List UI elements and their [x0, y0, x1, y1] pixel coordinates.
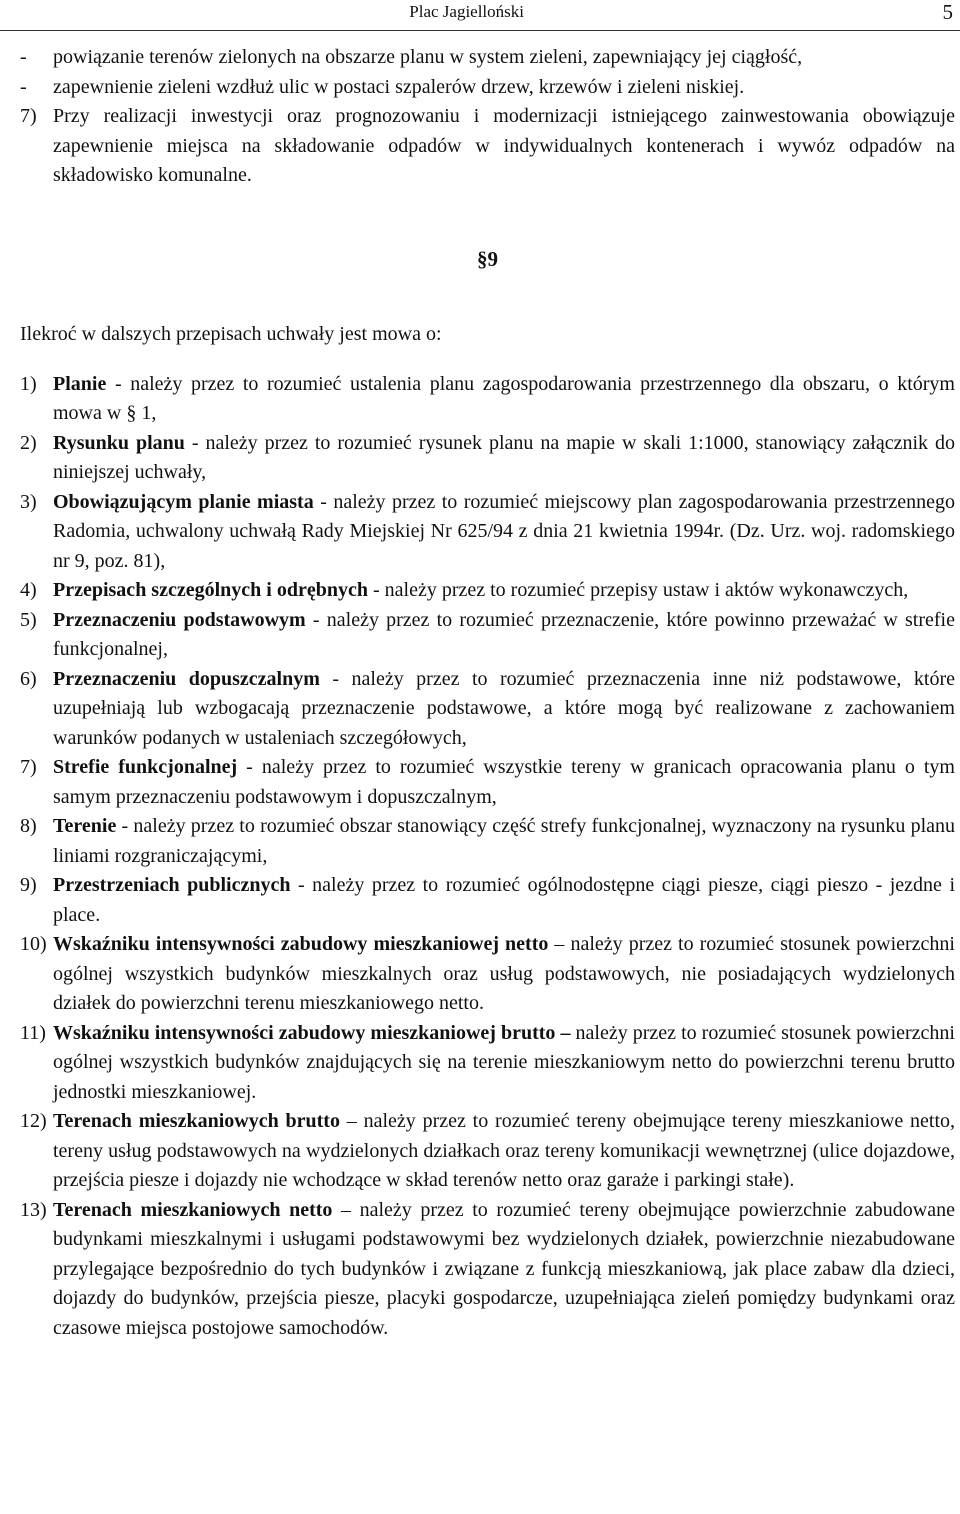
definition-item [20, 576, 955, 606]
definition-number: 4) [20, 579, 37, 601]
definition-term: Przepisach szczególnych i odrębnych [53, 579, 368, 601]
list-marker: - [20, 75, 27, 98]
section-intro: Ilekroć w dalszych przepisach uchwały jest mowa o: [20, 323, 442, 345]
definition-number: 6) [20, 667, 37, 690]
list-item [20, 73, 955, 103]
definition-number: 9) [20, 874, 37, 896]
definitions-list [20, 370, 955, 1344]
definition-number: 5) [20, 608, 37, 631]
definition-term: Przestrzeniach publicznych [53, 874, 291, 896]
definition-item [20, 871, 955, 930]
definition-body [53, 1107, 955, 1196]
definition-body [53, 753, 955, 812]
definition-body [53, 429, 955, 488]
definition-term: Wskaźniku intensywności zabudowy mieszkaniowej brutto – [53, 1021, 571, 1044]
definition-number: 12) [20, 1110, 47, 1132]
list-item-text: Przy realizacji inwestycji oraz prognozowaniu i modernizacji istniejącego zainwestowania obowiązuje zapewnienie miejsca na składowanie odpadów w indywidualnych kontenerach i wywóz odpadów na składowisko komunalne. [53, 105, 955, 186]
list-item-text: zapewnienie zieleni wzdłuż ulic w postaci szpalerów drzew, krzewów i zieleni niskiej. [53, 75, 745, 98]
definition-item [20, 665, 955, 754]
definition-text: – należy przez to rozumieć stosunek powierzchni ogólnej wszystkich budynków mieszkalnych oraz usług podstawowych, nie posiadających wydzielonych działek do powierzchni terenu mieszkaniowego netto. [53, 933, 955, 1014]
definition-body [53, 812, 955, 871]
definition-text: - należy przez to rozumieć przeznaczenie, które powinno przeważać w strefie funkcjonalnej, [53, 608, 955, 660]
definition-item [20, 1107, 955, 1196]
list-marker: 7) [20, 105, 37, 127]
definition-term: Rysunku planu [53, 431, 185, 454]
definition-term: Przeznaczeniu podstawowym [53, 608, 306, 631]
definition-number: 13) [20, 1198, 47, 1221]
definition-number: 2) [20, 431, 37, 454]
definition-text: - należy przez to rozumieć przeznaczenia inne niż podstawowe, które uzupełniają lub wzbogacają przeznaczenie podstawowe, a które mogą być realizowane z zachowaniem warunków podanych w ustaleniach szczegółowych, [53, 667, 955, 749]
definition-term: Terenach mieszkaniowych netto [53, 1198, 333, 1221]
definition-text: - należy przez to rozumieć obszar stanowiący część strefy funkcjonalnej, wyznaczony na rysunku planu liniami rozgraniczającymi, [53, 815, 955, 867]
definition-text: - należy przez to rozumieć ogólnodostępne ciągi piesze, ciągi pieszo - jezdne i place. [53, 874, 955, 926]
list-item-text: powiązanie terenów zielonych na obszarze planu w system zieleni, zapewniający jej ciągłość, [53, 46, 803, 68]
definition-body [53, 576, 955, 606]
definition-term: Wskaźniku intensywności zabudowy mieszkaniowej netto [53, 933, 549, 955]
definition-text: - należy przez to rozumieć przepisy ustaw i aktów wykonawczych, [367, 579, 909, 601]
definition-item [20, 488, 955, 577]
definition-body [53, 1019, 955, 1108]
definition-item [20, 606, 955, 665]
list-marker: - [20, 46, 27, 68]
definition-item [20, 930, 955, 1019]
page-number: 5 [942, 0, 953, 24]
definition-body [53, 606, 955, 665]
list-item [20, 102, 955, 191]
definition-number: 7) [20, 756, 37, 778]
definition-item [20, 370, 955, 429]
definition-number: 3) [20, 490, 37, 513]
definition-text: – należy przez to rozumieć tereny obejmujące powierzchnie zabudowane budynkami mieszkalnymi i usługami podstawowymi bez wydzielonych działek, powierzchnie niezabudowane przylegające bezpośrednio do tych budynków i związane z funkcją mieszkaniową, jak place zabaw dla dzieci, dojazdy do budynków, przejścia piesze, placyki gospodarcze, uzupełniająca zieleń pomiędzy budynkami oraz czasowe miejsca postojowe samochodów. [53, 1198, 956, 1339]
definition-item [20, 429, 955, 488]
definition-term: Terenie [53, 815, 117, 837]
definition-term: Planie [53, 372, 107, 395]
definition-body [53, 1196, 955, 1344]
definition-text: - należy przez to rozumieć miejscowy plan zagospodarowania przestrzennego Radomia, uchwalony uchwałą Rady Miejskiej Nr 625/94 z dnia 21 kwietnia 1994r. (Dz. Urz. woj. radomskiego nr 9, poz. 81), [53, 490, 955, 572]
top-list [20, 43, 955, 191]
definition-term: Obowiązującym planie miasta [53, 490, 314, 513]
document-title: Plac Jagielloński [409, 2, 524, 21]
definition-term: Terenach mieszkaniowych brutto [53, 1110, 340, 1132]
definition-number: 10) [20, 933, 47, 955]
definition-text: - należy przez to rozumieć rysunek planu na mapie w skali 1:1000, stanowiący załącznik do niniejszej uchwały, [53, 431, 955, 483]
definition-text: - należy przez to rozumieć wszystkie tereny w granicach opracowania planu o tym samym przeznaczeniu podstawowym i dopuszczalnym, [53, 756, 955, 808]
definition-body [53, 370, 955, 429]
definition-item [20, 753, 955, 812]
definition-number: 8) [20, 815, 37, 837]
definition-item [20, 812, 955, 871]
definition-body [53, 871, 955, 930]
definition-item [20, 1019, 955, 1108]
definition-body [53, 665, 955, 754]
definition-text: należy przez to rozumieć stosunek powierzchni ogólnej wszystkich budynków znajdujących się na terenie mieszkaniowym netto do powierzchni terenu brutto jednostki mieszkaniowej. [53, 1021, 955, 1103]
definition-body [53, 488, 955, 577]
definition-term: Strefie funkcjonalnej [53, 756, 238, 778]
definition-number: 11) [20, 1021, 46, 1044]
definition-body [53, 930, 955, 1019]
definition-text: – należy przez to rozumieć tereny obejmujące tereny mieszkaniowe netto, tereny usług podstawowych na wydzielonych działkach oraz tereny komunikacji wewnętrznej (ulice dojazdowe, przejścia piesze i dojazdy nie wchodzące w skład terenów netto oraz garaże i parkingi stałe). [53, 1110, 956, 1191]
page-header [0, 0, 960, 31]
definition-text: - należy przez to rozumieć ustalenia planu zagospodarowania przestrzennego dla obszaru, o którym mowa w § 1, [53, 372, 955, 424]
definition-term: Przeznaczeniu dopuszczalnym [53, 667, 320, 690]
section-heading: §9 [477, 246, 498, 271]
document-body [20, 43, 955, 1343]
definition-item [20, 1196, 955, 1344]
definition-number: 1) [20, 372, 37, 395]
list-item [20, 43, 955, 73]
